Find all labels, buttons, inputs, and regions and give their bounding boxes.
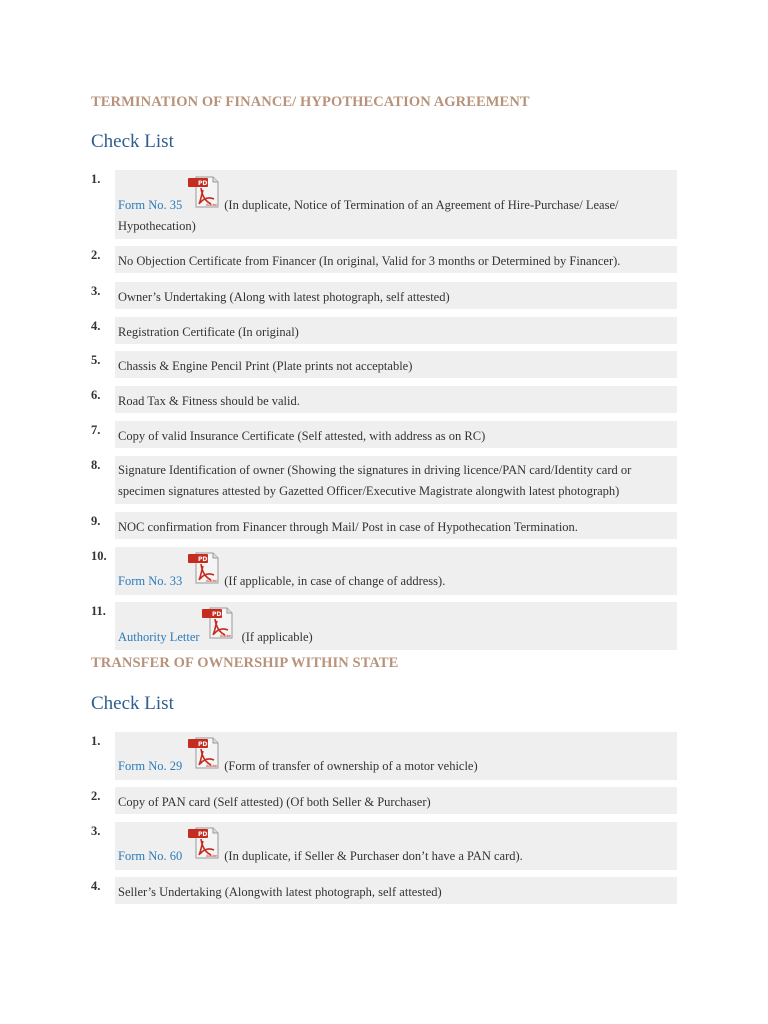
checklist-row	[86, 512, 677, 539]
item-number: 1.	[86, 170, 115, 239]
checklist-heading: Check List	[91, 693, 174, 714]
item-number: 5.	[86, 351, 115, 378]
item-cell	[115, 877, 677, 904]
item-cell	[115, 822, 677, 870]
pdf-brand-text: Adobe	[206, 203, 218, 207]
item-cell	[115, 732, 677, 780]
form-33-link[interactable]: Form No. 33	[118, 574, 183, 588]
checklist-row	[86, 602, 677, 650]
item-cell	[115, 787, 677, 814]
item-cell	[115, 386, 677, 413]
pdf-badge-text: PDF	[198, 180, 212, 187]
item-text: Copy of valid Insurance Certificate (Self attested, with address as on RC)	[118, 429, 486, 443]
item-text: Registration Certificate (In original)	[118, 325, 299, 339]
item-number: 7.	[86, 421, 115, 448]
item-cell	[115, 170, 677, 239]
item-number: 3.	[86, 282, 115, 309]
item-text: Signature Identification of owner (Showing the signatures in driving licence/PAN card/Identity card or	[118, 463, 632, 477]
item-number: 1.	[86, 732, 115, 780]
checklist-row	[86, 822, 677, 870]
form-29-link[interactable]: Form No. 29	[118, 759, 183, 773]
checklist-row	[86, 317, 677, 344]
item-cell	[115, 512, 677, 539]
item-text: (In duplicate, if Seller & Purchaser don’t have a PAN card).	[224, 849, 523, 863]
item-number: 3.	[86, 822, 115, 870]
item-cell	[115, 602, 677, 650]
checklist-row	[86, 351, 677, 378]
item-cell	[115, 351, 677, 378]
item-cell	[115, 317, 677, 344]
checklist-row	[86, 246, 677, 273]
item-cell	[115, 421, 677, 448]
item-text: Seller’s Undertaking (Alongwith latest photograph, self attested)	[118, 885, 442, 899]
item-number: 9.	[86, 512, 115, 539]
item-cell	[115, 282, 677, 309]
form-60-link[interactable]: Form No. 60	[118, 849, 183, 863]
checklist-row	[86, 732, 677, 780]
item-text: (If applicable, in case of change of address).	[224, 574, 446, 588]
item-text: (In duplicate, Notice of Termination of an Agreement of Hire-Purchase/ Lease/	[224, 198, 619, 212]
item-text-line2: specimen signatures attested by Gazetted Officer/Executive Magistrate alongwith latest photograph)	[118, 484, 620, 498]
item-text-line2: Hypothecation)	[118, 219, 196, 233]
pdf-badge-text: PDF	[212, 611, 226, 618]
form-35-link[interactable]: Form No. 35	[118, 198, 183, 212]
item-cell	[115, 246, 677, 273]
item-number: 6.	[86, 386, 115, 413]
item-number: 10.	[86, 547, 115, 595]
checklist-heading: Check List	[91, 131, 174, 152]
authority-letter-link[interactable]: Authority Letter	[118, 630, 200, 644]
item-text: (Form of transfer of ownership of a motor vehicle)	[224, 759, 478, 773]
checklist-row	[86, 787, 677, 814]
checklist-row	[86, 386, 677, 413]
pdf-brand-text: Adobe	[206, 764, 218, 768]
item-text: Chassis & Engine Pencil Print (Plate prints not acceptable)	[118, 359, 413, 373]
pdf-badge-text: PDF	[198, 741, 212, 748]
item-cell	[115, 456, 677, 504]
item-text: NOC confirmation from Financer through Mail/ Post in case of Hypothecation Termination.	[118, 520, 578, 534]
item-number: 4.	[86, 317, 115, 344]
item-text: (If applicable)	[241, 630, 313, 644]
item-text: Owner’s Undertaking (Along with latest photograph, self attested)	[118, 290, 450, 304]
pdf-brand-text: Adobe	[220, 634, 232, 638]
checklist-row	[86, 282, 677, 309]
section-title-transfer: TRANSFER OF OWNERSHIP WITHIN STATE	[91, 655, 399, 671]
checklist-row	[86, 456, 677, 504]
checklist-row	[86, 421, 677, 448]
item-number: 2.	[86, 246, 115, 273]
checklist-row	[86, 170, 677, 239]
pdf-brand-text: Adobe	[206, 579, 218, 583]
item-number: 8.	[86, 456, 115, 504]
item-text: Road Tax & Fitness should be valid.	[118, 394, 300, 408]
item-number: 11.	[86, 602, 115, 650]
checklist-row	[86, 547, 677, 595]
item-number: 2.	[86, 787, 115, 814]
checklist-row	[86, 877, 677, 904]
item-cell	[115, 547, 677, 595]
pdf-badge-text: PDF	[198, 831, 212, 838]
item-number: 4.	[86, 877, 115, 904]
pdf-badge-text: PDF	[198, 556, 212, 563]
pdf-brand-text: Adobe	[206, 854, 218, 858]
section-title-termination: TERMINATION OF FINANCE/ HYPOTHECATION AGREEMENT	[91, 94, 530, 110]
item-text: No Objection Certificate from Financer (In original, Valid for 3 months or Determined by Financer).	[118, 254, 621, 268]
item-text: Copy of PAN card (Self attested) (Of both Seller & Purchaser)	[118, 795, 431, 809]
